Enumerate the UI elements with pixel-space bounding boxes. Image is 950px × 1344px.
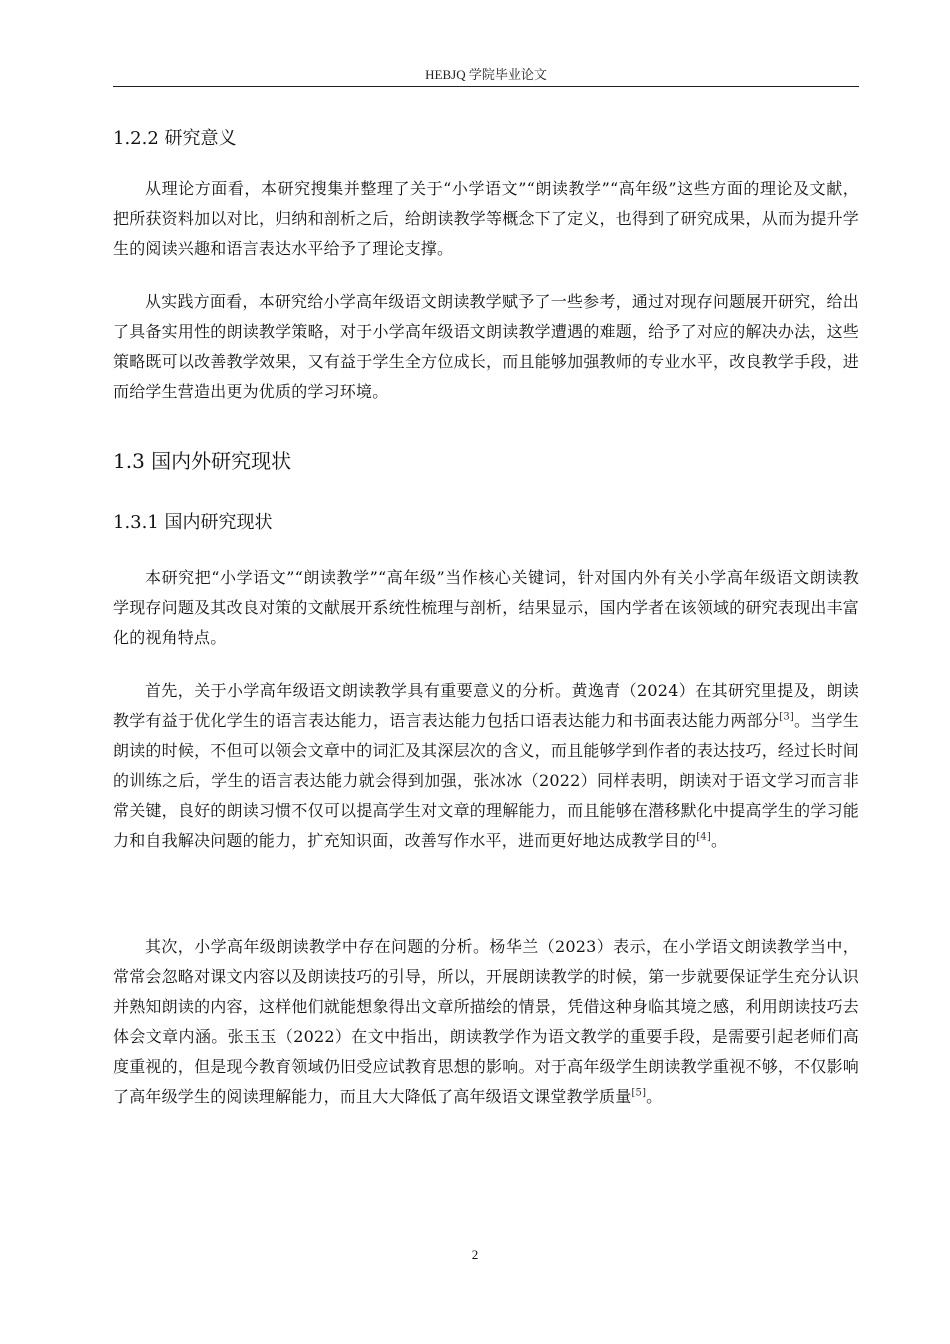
running-header: HEBJQ 学院毕业论文 (425, 67, 547, 82)
paragraph-keywords: 本研究把“小学语文”“朗读教学”“高年级”当作核心关键词，针对国内外有关小学高年级语文朗读教学现存问题及其改良对策的文献展开系统性梳理与剖析，结果显示，国内学者在该领域的研究表现出丰富化的视角特点。 (113, 568, 859, 647)
paragraph-second (113, 932, 859, 1112)
section-heading-1-3: 1.3 国内外研究现状 (113, 449, 292, 473)
header-rule (113, 86, 859, 87)
citation-4[interactable]: [4] (696, 831, 711, 843)
paragraph-theory: 从理论方面看，本研究搜集并整理了关于“小学语文”“朗读教学”“高年级”这些方面的理论及文献，把所获资料加以对比，归纳和剖析之后，给朗读教学等概念下了定义，也得到了研究成果，从而为提升学生的阅读兴趣和语言表达水平给予了理论支撑。 (113, 179, 859, 258)
page-number: 2 (471, 1247, 479, 1262)
paragraph-first (113, 676, 859, 856)
citation-3[interactable]: [3] (779, 711, 794, 723)
paragraph-first-text-c: 。 (710, 831, 728, 850)
paragraph-first-text-b: 。当学生朗读的时候，不但可以领会文章中的词汇及其深层次的含义，而且能够学到作者的表达技巧，经过长时间的训练之后，学生的语言表达能力就会得到加强，张冰冰（2022）同样表明，朗读对于语文学习而言非常关键，良好的朗读习惯不仅可以提高学生对文章的理解能力，而且能够在潜移默化中提高学生的学习能力和自我解决问题的能力，扩充知识面，改善写作水平，进而更好地达成教学目的 (113, 711, 859, 850)
paragraph-second-text-a: 其次，小学高年级朗读教学中存在问题的分析。杨华兰（2023）表示，在小学语文朗读教学当中，常常会忽略对课文内容以及朗读技巧的引导，所以，开展朗读教学的时候，第一步就要保证学生充分认识并熟知朗读的内容，这样他们就能想象得出文章所描绘的情景，凭借这种身临其境之感，利用朗读技巧去体会文章内涵。张玉玉（2022）在文中指出，朗读教学作为语文教学的重要手段，是需要引起老师们高度重视的，但是现今教育领域仍旧受应试教育思想的影响。对于高年级学生朗读教学重视不够，不仅影响了高年级学生的阅读理解能力，而且大大降低了高年级语文课堂教学质量 (113, 937, 859, 1106)
paragraph-second-text-b: 。 (646, 1087, 663, 1106)
paragraph-practice: 从实践方面看，本研究给小学高年级语文朗读教学赋予了一些参考，通过对现存问题展开研究，给出了具备实用性的朗读教学策略，对于小学高年级语文朗读教学遭遇的难题，给予了对应的解决办法，这些策略既可以改善教学效果，又有益于学生全方位成长，而且能够加强教师的专业水平，改良教学手段，进而给学生营造出更为优质的学习环境。 (113, 292, 859, 401)
citation-5[interactable]: [5] (631, 1087, 647, 1099)
paragraph-first-text-a: 首先，关于小学高年级语文朗读教学具有重要意义的分析。黄逸青（2024）在其研究里提及，朗读教学有益于优化学生的语言表达能力，语言表达能力包括口语表达能力和书面表达能力两部分 (113, 681, 859, 730)
section-heading-1-3-1: 1.3.1 国内研究现状 (113, 512, 273, 533)
section-heading-1-2-2: 1.2.2 研究意义 (113, 128, 237, 149)
